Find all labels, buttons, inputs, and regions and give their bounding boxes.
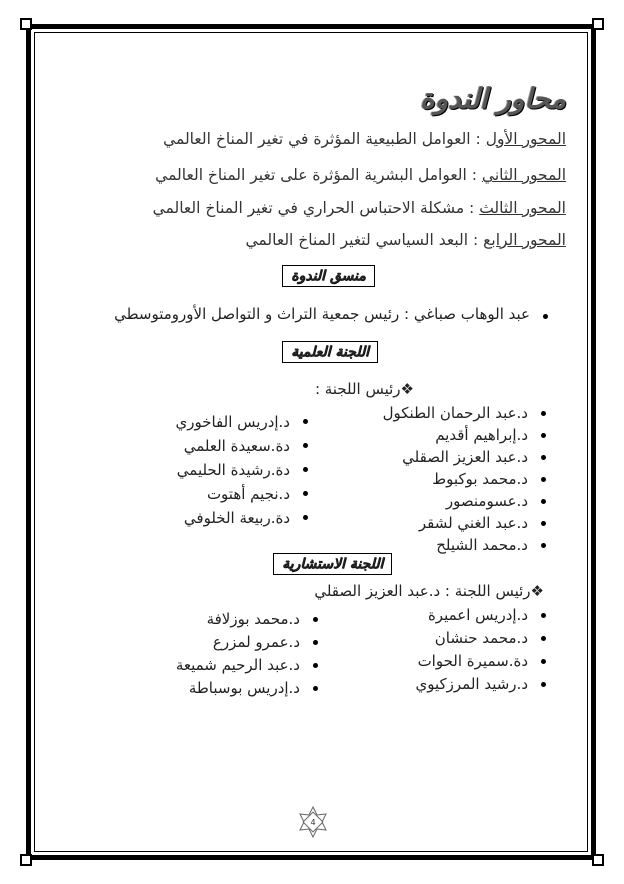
frame-corner [20, 18, 32, 30]
list-item: د.محمد حنشان [415, 627, 550, 650]
list-item: د.رشيد المرزكيوي [415, 673, 550, 696]
scientific-chair-label: ❖رئيس اللجنة : [314, 380, 414, 398]
axis-label: المحور الثالث [479, 199, 566, 217]
list-item: د.إدريس اعميرة [415, 604, 550, 627]
list-item: د.عبد العزيز الصقلي [383, 446, 550, 468]
advisory-list-right [415, 604, 550, 696]
list-item: د.عبد الرحمان الطنكول [383, 402, 550, 424]
advisory-chair-label: ❖رئيس اللجنة : د.عبد العزيز الصقلي [314, 582, 544, 600]
axis-label: المحور الرابع [483, 231, 566, 249]
axis-2 [155, 166, 566, 184]
page-number-ornament [296, 806, 330, 838]
axis-text: : العوامل الطبيعية المؤثرة في تغير المناخ العالمي [163, 130, 486, 148]
frame-corner [592, 854, 604, 866]
list-item: د.عبد الغني لشقر [383, 512, 550, 534]
scientific-list-right [383, 402, 550, 556]
list-item: د.محمد بوزلافة [176, 608, 322, 631]
advisory-list-left [176, 608, 322, 700]
scientific-heading: اللجنة العلمية [282, 341, 378, 363]
list-item: د.عمرو لمزرع [176, 631, 322, 654]
ornament-icon [296, 806, 330, 838]
axis-text: : مشكلة الاحتباس الحراري في تغير المناخ العالمي [152, 199, 480, 217]
axis-1 [163, 130, 566, 148]
list-item: د.إبراهيم أقديم [383, 424, 550, 446]
list-item: د.نجيم أهتوت [175, 482, 312, 506]
axis-label: المحور الثاني [481, 166, 566, 184]
list-item: د.عبد الرحيم شميعة [176, 654, 322, 677]
advisory-heading: اللجنة الاستشارية [273, 553, 392, 575]
list-item: د.محمد بوكبوط [383, 468, 550, 490]
axis-4 [246, 231, 566, 249]
axis-text: : العوامل البشرية المؤثرة على تغير المناخ العالمي [155, 166, 482, 184]
list-item: دة.سميرة الحوات [415, 650, 550, 673]
list-item: د.إدريس الفاخوري [175, 410, 312, 434]
axis-3 [153, 199, 566, 217]
list-item: د.عسومنصور [383, 490, 550, 512]
list-item: عبد الوهاب صباغي : رئيس جمعية التراث و التواصل الأورومتوسطي [114, 305, 552, 323]
list-item: د.إدريس بوسباطة [176, 677, 322, 700]
coordinator-heading: منسق الندوة [282, 265, 375, 287]
list-item: دة.سعيدة العلمي [175, 434, 312, 458]
scientific-list-left [175, 410, 312, 530]
list-item: دة.ربيعة الخلوفي [175, 506, 312, 530]
coordinator-list [114, 305, 552, 323]
list-item: د.محمد الشيلح [383, 534, 550, 556]
axis-label: المحور الأول [485, 130, 566, 148]
frame-corner [592, 18, 604, 30]
frame-corner [20, 854, 32, 866]
axis-text: : البعد السياسي لتغير المناخ العالمي [245, 231, 484, 249]
page-title: محاور الندوة [419, 82, 566, 115]
list-item: دة.رشيدة الحليمي [175, 458, 312, 482]
page-number: 4 [310, 818, 316, 827]
